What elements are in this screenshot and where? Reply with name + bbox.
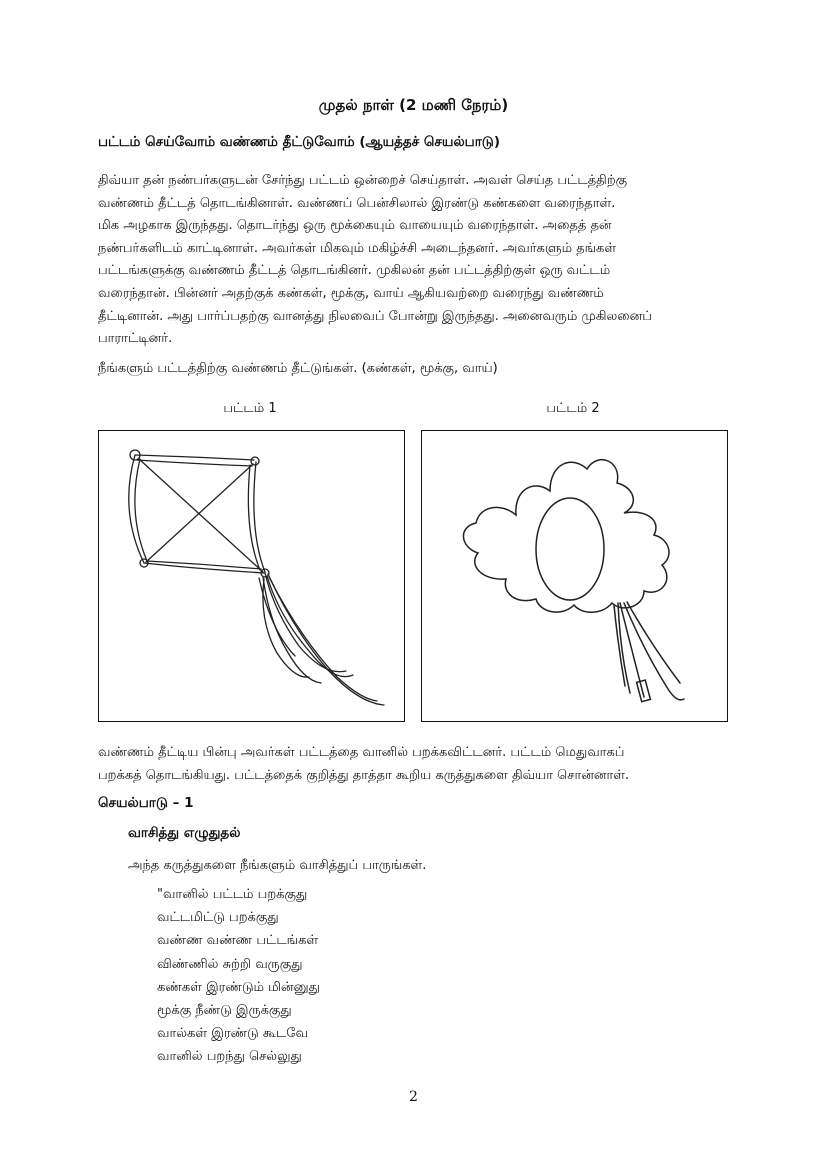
page-title: முதல் நாள் (2 மணி நேரம்)	[318, 96, 509, 114]
poem-line: வண்ண வண்ண பட்டங்கள்	[157, 933, 319, 949]
figure-2-label: பட்டம் 2	[546, 401, 600, 416]
diamond-kite-drawing	[99, 431, 404, 721]
story-paragraph	[98, 170, 732, 351]
activity-heading: செயல்பாடு – 1	[98, 795, 194, 811]
poem-line: வானில் பறந்து செல்லுது	[157, 1049, 302, 1065]
story-line: திவ்யா தன் நண்பர்களுடன் சேர்ந்து பட்டம் ஒன்றைச் செய்தாள். அவள் செய்த பட்டத்திற்கு	[98, 173, 628, 188]
story-line: நண்பர்களிடம் காட்டினாள். அவர்கள் மிகவும் மகிழ்ச்சி அடைந்தனர். அவர்களும் தங்கள்	[98, 240, 617, 256]
section-subtitle: பட்டம் செய்வோம் வண்ணம் தீட்டுவோம் (ஆயத்தச் செயல்பாடு)	[98, 134, 500, 150]
story-line: வரைந்தான். பின்னர் அதற்குக் கண்கள், மூக்கு, வாய் ஆகியவற்றை வரைந்து வண்ணம்	[98, 285, 604, 301]
coloring-instruction: நீங்களும் பட்டத்திற்கு வண்ணம் தீட்டுங்கள். (கண்கள், மூக்கு, வாய்)	[98, 361, 498, 376]
cloud-kite-drawing	[422, 431, 727, 721]
poem-line: விண்ணில் சுற்றி வருகுது	[157, 956, 303, 972]
figure-2-kite-box	[421, 430, 728, 722]
after-paragraph	[98, 742, 732, 787]
poem-line: கண்கள் இரண்டும் மின்னுது	[157, 979, 320, 995]
poem-line: "வானில் பட்டம் பறக்குது	[157, 887, 308, 902]
page-number: 2	[409, 1089, 418, 1105]
activity-subheading: வாசித்து எழுதுதல்	[128, 825, 241, 841]
story-line: பட்டங்களுக்கு வண்ணம் தீட்டத் தொடங்கினர். முகிலன் தன் பட்டத்திற்குள் ஒரு வட்டம்	[98, 263, 611, 279]
poem-line: வட்டமிட்டு பறக்குது	[157, 910, 279, 926]
story-line: மிக அழகாக இருந்தது. தொடர்ந்து ஒரு மூக்கையும் வாயையும் வரைந்தாள். அதைத் தன்	[98, 218, 612, 234]
figure-1-kite-box	[98, 430, 405, 722]
after-line: பறக்கத் தொடங்கியது. பட்டத்தைக் குறித்து தாத்தா கூறிய கருத்துகளை திவ்யா சொன்னாள்.	[98, 767, 630, 783]
story-line: பாராட்டினர்.	[98, 331, 173, 347]
story-line: வண்ணம் தீட்டத் தொடங்கினாள். வண்ணப் பென்சிலால் இரண்டு கண்களை வரைந்தாள்.	[98, 195, 616, 211]
after-line: வண்ணம் தீட்டிய பின்பு அவர்கள் பட்டத்தை வானில் பறக்கவிட்டனர். பட்டம் மெதுவாகப்	[98, 745, 625, 760]
story-line: தீட்டினான். அது பார்ப்பதற்கு வானத்து நிலவைப் போன்று இருந்தது. அனைவரும் முகிலனைப்	[98, 308, 652, 324]
figure-1-label: பட்டம் 1	[223, 401, 277, 416]
activity-instruction: அந்த கருத்துகளை நீங்களும் வாசித்துப் பாருங்கள்.	[128, 858, 427, 873]
poem-line: வால்கள் இரண்டு கூடவே	[157, 1026, 308, 1042]
poem	[157, 883, 320, 1069]
poem-line: மூக்கு நீண்டு இருக்குது	[157, 1003, 292, 1019]
